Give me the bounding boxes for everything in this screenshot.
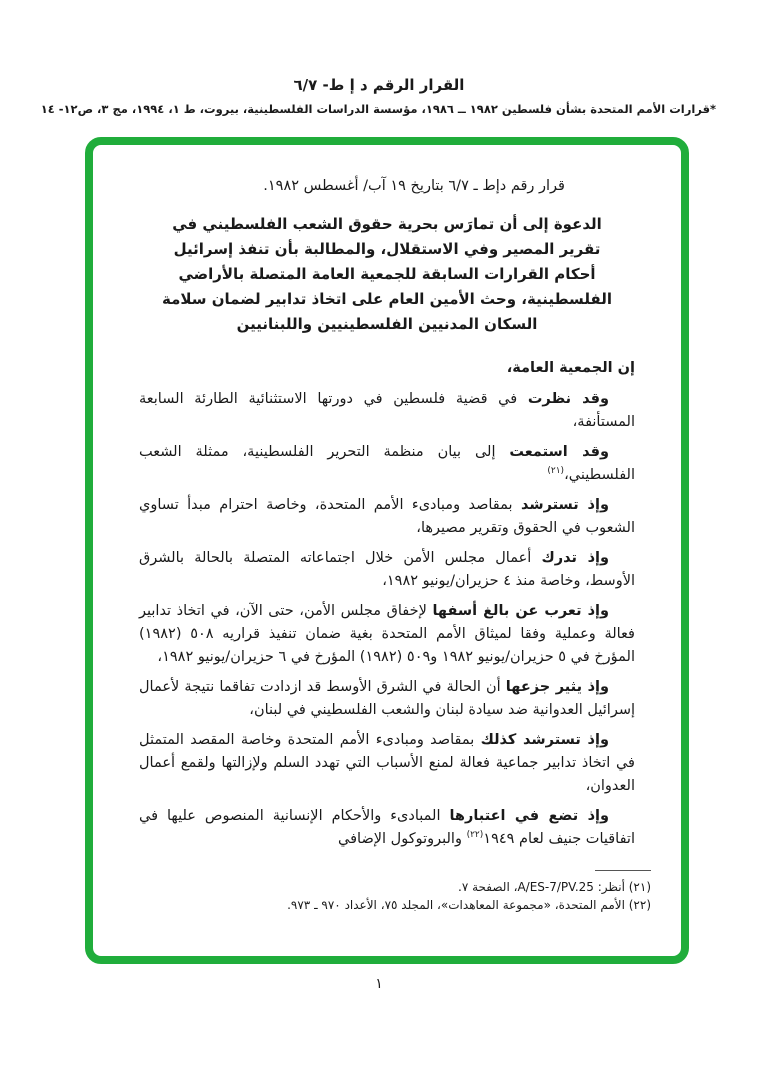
resolution-summary: الدعوة إلى أن تمارَس بحرية حقوق الشعب الفلسطيني في تقرير المصير وفي الاستقلال، والمطالبة بأن تنفذ إسرائيل أحكام القرارات السابقة للجمعية العامة المتصلة بالأراضي الفلسطينية، وحث الأمين العام على اتخاذ تدابير لضمان سلامة السكان المدنيين الفلسطينيين واللبنانيين (161, 215, 613, 333)
footnote-ref: (٢٢) (466, 830, 484, 840)
footnotes-section (133, 870, 651, 914)
page-header (0, 0, 758, 116)
footnote-list (133, 878, 651, 914)
page-number: ١ (375, 976, 383, 992)
preamble-paragraph: وإذ تسترشد كذلك بمقاصد ومبادىء الأمم المتحدة وخاصة المقصد المتمثل في اتخاذ تدابير جماعية فعالة لمنع الأسباب التي تهدد السلم ولإزالتها ولقمع أعمال العدوان، (139, 732, 635, 794)
preamble-paragraph: وإذ يثير جزعها أن الحالة في الشرق الأوسط قد ازدادت تفاقما نتيجة لأعمال إسرائيل العدوانية ضد سيادة لبنان والشعب الفلسطيني في لبنان، (139, 679, 635, 718)
footnote-ref: (٢١) (547, 466, 565, 476)
document-frame (85, 137, 689, 964)
resolution-number-line: قرار رقم دإط ـ ٦/٧ بتاريخ ١٩ آب/ أغسطس ١٩٨٢. (263, 178, 565, 194)
preamble-opening: إن الجمعية العامة، (506, 360, 635, 376)
preamble-paragraph: وإذ تعرب عن بالغ أسفها لإخفاق مجلس الأمن، حتى الآن، في اتخاذ تدابير فعالة وعملية وفقا لميثاق الأمم المتحدة بغية ضمان تنفيذ قراريه ٥٠٨ (١٩٨٢) المؤرخ في ٥ حزيران/يونيو ١٩٨٢ و٥٠٩ (١٩٨٢) المؤرخ في ٦ حزيران/يونيو ١٩٨٢، (139, 603, 635, 665)
preamble-paragraph: وإذ تضع في اعتبارها المبادىء والأحكام الإنسانية المنصوص عليها في اتفاقيات جنيف لعام ١٩٤٩$^{(٢٢)}$ والبروتوكول الإضافي (139, 808, 635, 847)
preamble-paragraph: وإذ تدرك أعمال مجلس الأمن خلال اجتماعاته المتصلة بالحالة بالشرق الأوسط، وخاصة منذ ٤ حزيران/يونيو ١٩٨٢، (139, 550, 635, 589)
source-citation-line: *قرارات الأمم المتحدة بشأن فلسطين ١٩٨٢ ــ ١٩٨٦، مؤسسة الدراسات الفلسطينية، بيروت، ط ١، ١٩٩٤، مج ٣، ص١٢- ١٤ (40, 102, 716, 116)
document-content (93, 145, 681, 851)
footnote-item: (٢٢) الأمم المتحدة، «مجموعة المعاهدات»، المجلد ٧٥، الأعداد ٩٧٠ ـ ٩٧٣. (287, 898, 651, 912)
footnote-separator (595, 870, 651, 871)
preamble-paragraph: وإذ تسترشد بمقاصد ومبادىء الأمم المتحدة، وخاصة احترام مبدأ تساوي الشعوب في الحقوق وتقرير مصيرها، (139, 497, 635, 536)
preamble-paragraph: وقد نظرت في قضية فلسطين في دورتها الاستثنائية الطارئة السابعة المستأنفة، (139, 391, 635, 430)
preamble-paragraphs (139, 388, 635, 851)
page-title: القرار الرقم د إ ط- ٦/٧ (293, 76, 465, 94)
preamble-paragraph: وقد استمعت إلى بيان منظمة التحرير الفلسطينية، ممثلة الشعب الفلسطيني،$^{(٢١)}$ (139, 444, 635, 483)
footnote-item: (٢١) أنظر: A/ES-7/PV.25، الصفحة ٧. (458, 880, 651, 894)
